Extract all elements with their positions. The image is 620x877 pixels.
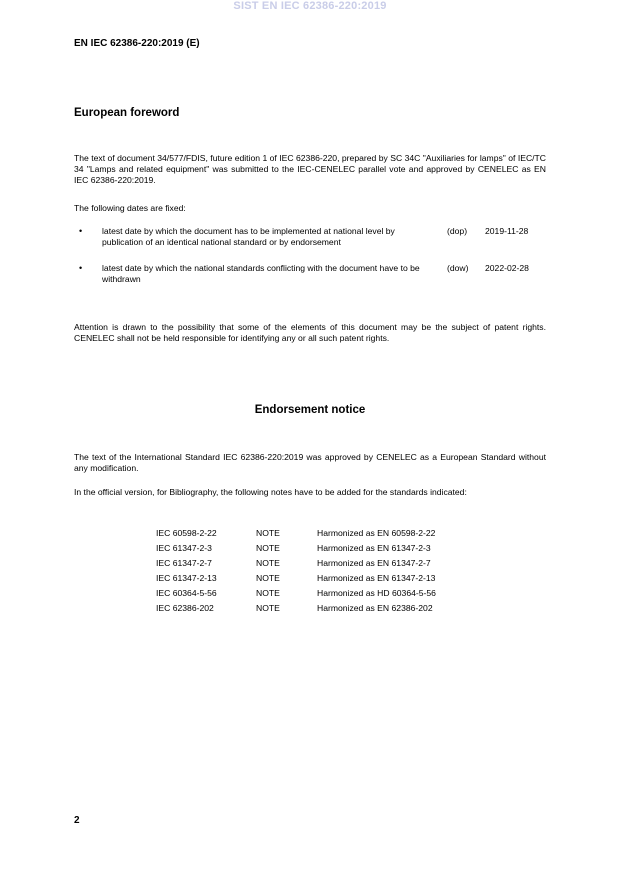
- bullet-icon: •: [79, 263, 83, 273]
- table-row: [156, 586, 436, 601]
- note-cell: NOTE: [256, 558, 280, 568]
- bibliography-paragraph: In the official version, for Bibliography, the following notes have to be added for the standards indicated:: [74, 487, 467, 497]
- patent-attention-paragraph: Attention is drawn to the possibility that some of the elements of this document may be the subject of patent rights. CENELEC shall not be held responsible for identifying any or all such patent rights.: [74, 322, 546, 343]
- table-row: [156, 526, 436, 541]
- note-cell: NOTE: [256, 573, 280, 583]
- harmonized-cell: Harmonized as EN 62386-202: [317, 603, 433, 613]
- harmonized-cell: Harmonized as EN 61347-2-3: [317, 543, 431, 553]
- endorsement-title: Endorsement notice: [254, 404, 366, 416]
- standard-cell: IEC 60364-5-56: [156, 588, 217, 598]
- standard-cell: IEC 60598-2-22: [156, 528, 217, 538]
- date-item-code: (dow): [447, 263, 469, 273]
- table-row: [156, 556, 436, 571]
- endorsement-paragraph: The text of the International Standard IEC 62386-220:2019 was approved by CENELEC as a European Standard without any modification.: [74, 452, 546, 473]
- harmonized-cell: Harmonized as EN 60598-2-22: [317, 528, 436, 538]
- date-item-date: 2019-11-28: [485, 226, 529, 236]
- standard-cell: IEC 61347-2-13: [156, 573, 217, 583]
- table-row: [156, 601, 436, 616]
- note-cell: NOTE: [256, 588, 280, 598]
- table-row: [156, 571, 436, 586]
- watermark: SIST EN IEC 62386-220:2019: [233, 0, 387, 12]
- table-row: [156, 541, 436, 556]
- dates-intro: The following dates are fixed:: [74, 203, 186, 213]
- note-cell: NOTE: [256, 543, 280, 553]
- date-item-text: latest date by which the document has to be implemented at national level by publication of an identical national standard or by endorsement: [102, 226, 395, 247]
- date-item-code: (dop): [447, 226, 468, 236]
- document-id-header: EN IEC 62386-220:2019 (E): [74, 38, 200, 49]
- standard-cell: IEC 62386-202: [156, 603, 214, 613]
- harmonized-cell: Harmonized as EN 61347-2-7: [317, 558, 431, 568]
- date-item-date: 2022-02-28: [485, 263, 529, 273]
- standard-cell: IEC 61347-2-3: [156, 543, 212, 553]
- note-cell: NOTE: [256, 528, 280, 538]
- harmonized-standards-table: [156, 526, 436, 616]
- harmonized-cell: Harmonized as HD 60364-5-56: [317, 588, 436, 598]
- foreword-title: European foreword: [74, 107, 180, 119]
- note-cell: NOTE: [256, 603, 280, 613]
- bullet-icon: •: [79, 226, 83, 236]
- harmonized-cell: Harmonized as EN 61347-2-13: [317, 573, 436, 583]
- standard-cell: IEC 61347-2-7: [156, 558, 212, 568]
- page-number: 2: [74, 815, 80, 826]
- date-item-text: latest date by which the national standards conflicting with the document have to be withdrawn: [102, 263, 420, 284]
- foreword-paragraph: The text of document 34/577/FDIS, future edition 1 of IEC 62386-220, prepared by SC 34C "Auxiliaries for lamps" of IEC/TC 34 "Lamps and related equipment" was submitted to the IEC-CENELEC parallel vote and approved by CENELEC as EN IEC 62386-220:2019.: [74, 153, 546, 185]
